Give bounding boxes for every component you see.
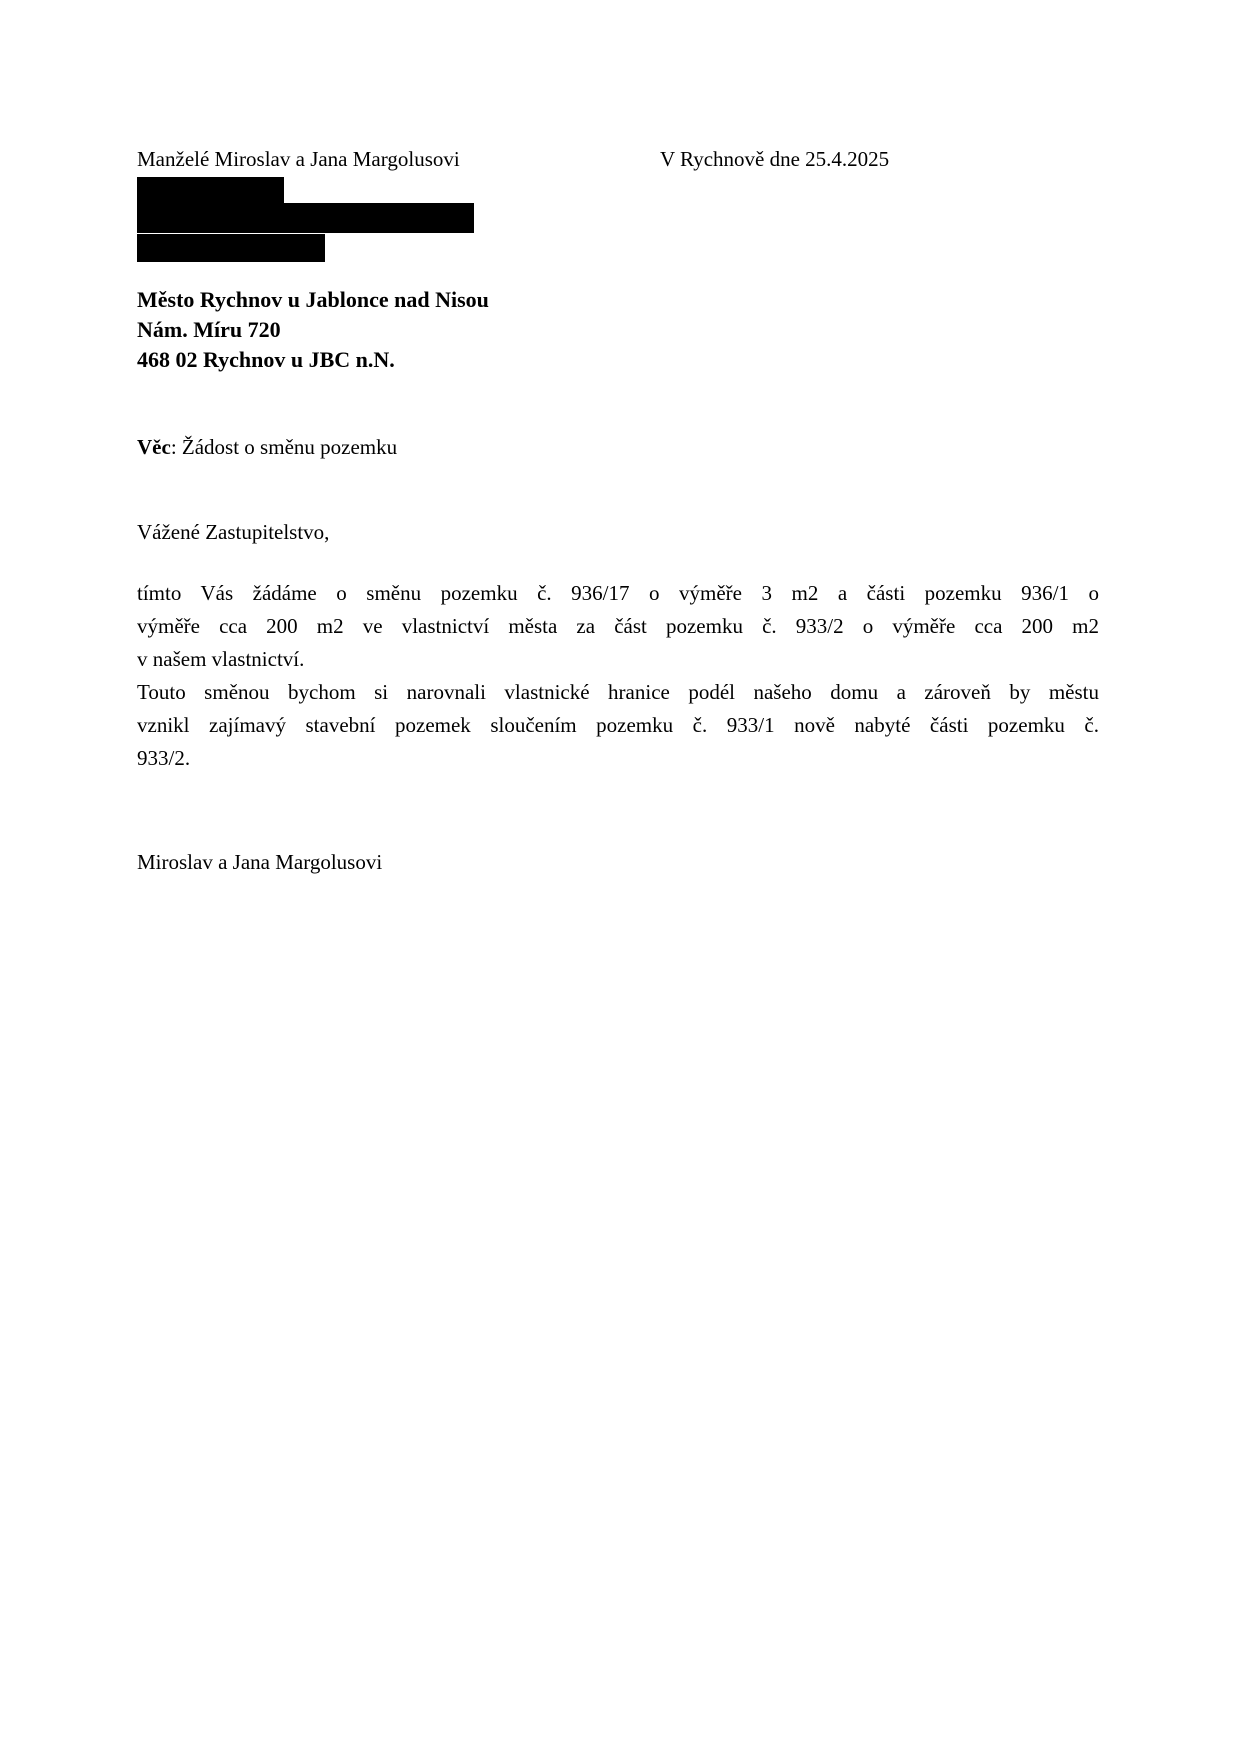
body-paragraphs [137,577,1099,775]
recipient-address [137,285,489,375]
subject-line [137,434,397,460]
redaction-bar-2 [137,203,474,233]
body-line: tímto Vás žádáme o směnu pozemku č. 936/17 o výměře 3 m2 a části pozemku 936/1 o [137,581,1099,605]
signature-names: Miroslav a Jana Margolusovi [137,850,383,874]
subject-label: Věc [137,435,171,459]
body-line: vznikl zajímavý stavební pozemek sloučením pozemku č. 933/1 nově nabyté části pozemku č. [137,713,1099,737]
sender-name: Manželé Miroslav a Jana Margolusovi [137,147,460,171]
body-line: výměře cca 200 m2 ve vlastnictví města za část pozemku č. 933/2 o výměře cca 200 m2 [137,614,1099,638]
salutation: Vážené Zastupitelstvo, [137,520,330,544]
recipient-street-line: Nám. Míru 720 [137,317,281,342]
body-line: v našem vlastnictví. [137,647,305,671]
place-and-date: V Rychnově dne 25.4.2025 [660,147,890,171]
recipient-postal-line: 468 02 Rychnov u JBC n.N. [137,347,395,372]
recipient-city-line: Město Rychnov u Jablonce nad Nisou [137,287,489,312]
body-line: Touto směnou bychom si narovnali vlastnické hranice podél našeho domu a zároveň by městu [137,680,1099,704]
subject-separator: : [170,435,177,459]
body-line: 933/2. [137,746,191,770]
subject-text: Žádost o směnu pozemku [181,435,398,459]
redaction-bar-3 [137,234,325,262]
redaction-bar-1 [137,177,284,203]
